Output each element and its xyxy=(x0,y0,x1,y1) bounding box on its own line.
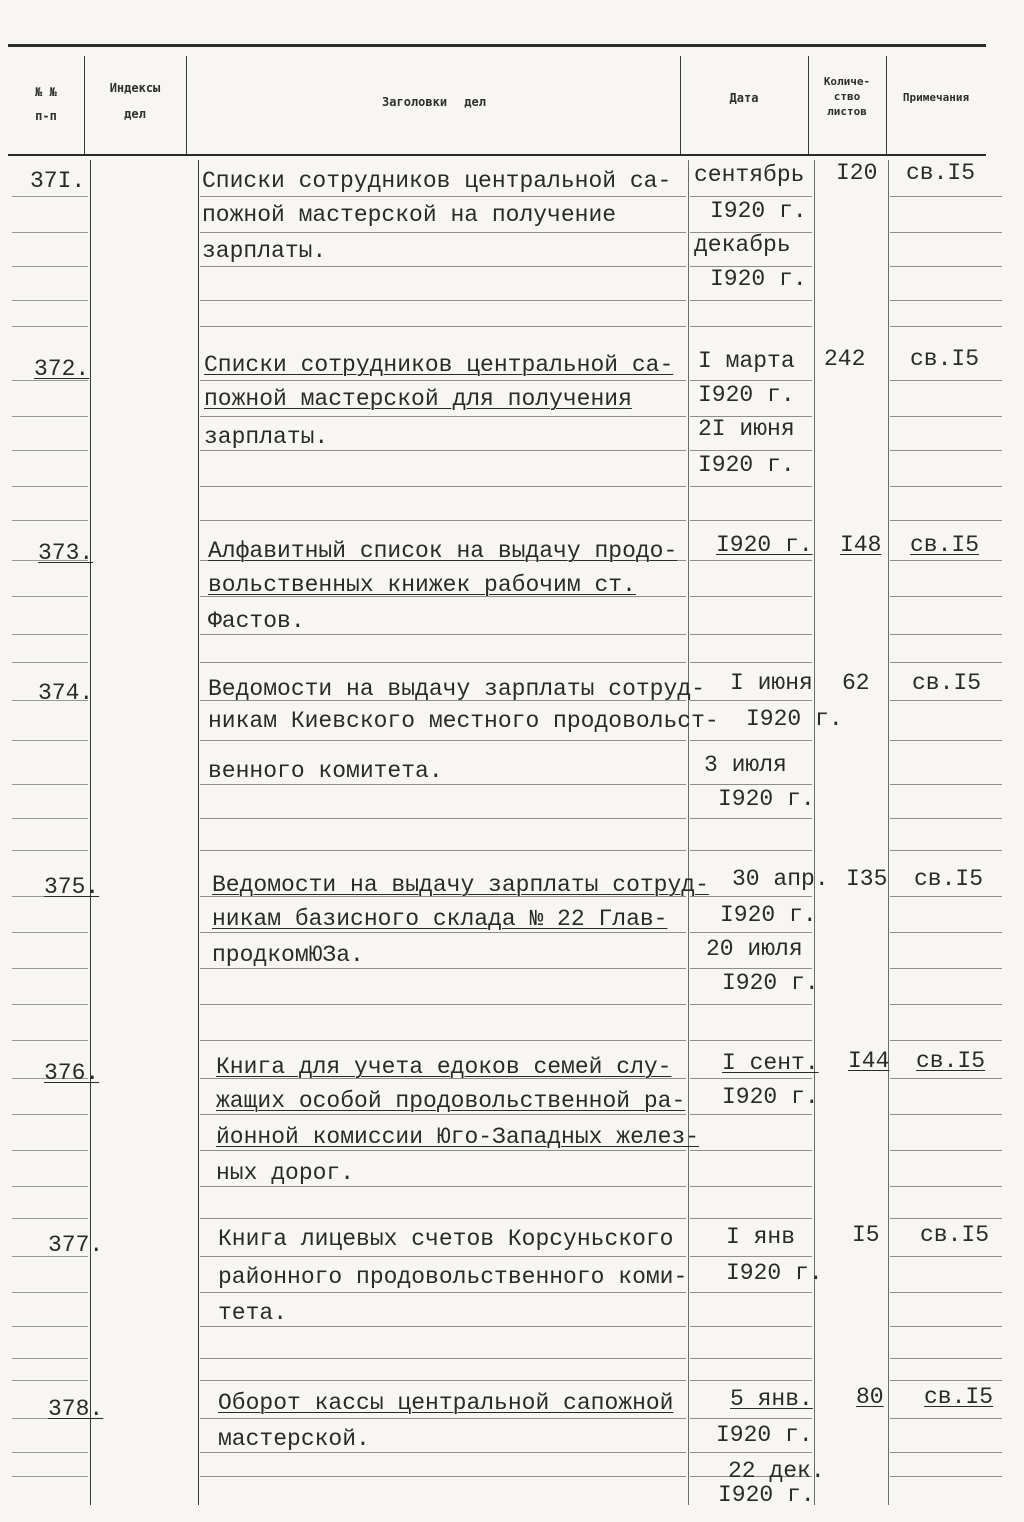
ruled-line xyxy=(890,634,1002,635)
ruled-line xyxy=(690,1186,812,1187)
ruled-line xyxy=(200,1326,686,1327)
ruled-line xyxy=(690,450,812,451)
ruled-line xyxy=(12,932,88,933)
ruled-line xyxy=(890,1004,1002,1005)
ruled-line xyxy=(12,450,88,451)
header-index-line: Индексы xyxy=(109,81,161,95)
header-num xyxy=(8,84,84,124)
record-title-line: никам Киевского местного продовольст- xyxy=(208,708,719,734)
ruled-line xyxy=(690,380,812,381)
ruled-line xyxy=(200,266,686,267)
record-title-line: Оборот кассы центральной сапожной xyxy=(218,1390,674,1416)
ruled-line xyxy=(890,1326,1002,1327)
ruled-line xyxy=(12,1150,88,1151)
record-title-line: йонной комиссии Юго-Западных желез- xyxy=(216,1124,700,1150)
ruled-line xyxy=(12,1186,88,1187)
record-date-line: I920 г. xyxy=(718,786,815,812)
record-sheets: I35 xyxy=(846,866,888,892)
ruled-line xyxy=(890,740,1002,741)
ruled-line xyxy=(690,968,812,969)
ruled-line xyxy=(200,850,686,851)
record-date-line: I920 г. xyxy=(698,382,795,408)
ruled-line xyxy=(690,596,812,597)
ruled-line xyxy=(690,1256,812,1257)
record-number: 37I. xyxy=(30,168,86,194)
ruled-line xyxy=(890,266,1002,267)
record-number: 375. xyxy=(44,874,100,900)
ruled-line xyxy=(690,1326,812,1327)
record-date-line: 3 июля xyxy=(704,752,787,778)
ruled-line xyxy=(690,1078,812,1079)
record-title-line: никам базисного склада № 22 Глав- xyxy=(212,906,668,932)
ruled-line xyxy=(890,1256,1002,1257)
ruled-line xyxy=(890,1380,1002,1381)
header-bottom-border xyxy=(8,154,986,156)
record-sheets: I5 xyxy=(852,1222,880,1248)
record-date-line: I920 г. xyxy=(722,970,819,996)
ruled-line xyxy=(690,300,812,301)
ruled-line xyxy=(12,1358,88,1359)
ruled-line xyxy=(12,1292,88,1293)
ruled-line xyxy=(12,300,88,301)
ruled-line xyxy=(690,932,812,933)
ruled-line xyxy=(200,1186,686,1187)
ruled-line xyxy=(200,380,686,381)
ruled-line xyxy=(200,1452,686,1453)
ruled-line xyxy=(200,818,686,819)
ruled-line xyxy=(890,196,1002,197)
ruled-line xyxy=(200,1218,686,1219)
header-num-line: № № xyxy=(35,85,57,99)
ruled-line xyxy=(690,1218,812,1219)
ruled-line xyxy=(890,662,1002,663)
record-sheets: 62 xyxy=(842,670,870,696)
record-number: 377. xyxy=(48,1232,104,1258)
ruled-line xyxy=(890,232,1002,233)
record-title-line: Списки сотрудников центральной са- xyxy=(204,352,674,378)
record-date-line: 20 июля xyxy=(706,936,803,962)
ruled-line xyxy=(690,196,812,197)
record-title-line: Алфавитный список на выдачу продо- xyxy=(208,538,678,564)
column-line-date xyxy=(688,160,689,1505)
record-note: св.I5 xyxy=(910,532,980,558)
ruled-line xyxy=(200,662,686,663)
record-title-line: районного продовольственного коми- xyxy=(218,1264,688,1290)
record-title-line: Ведомости на выдачу зарплаты сотруд- xyxy=(208,676,705,702)
record-title-line: мастерской. xyxy=(218,1426,370,1452)
record-title-line: ных дорог. xyxy=(216,1160,355,1186)
ruled-line xyxy=(12,968,88,969)
ruled-line xyxy=(690,1292,812,1293)
header-date: Дата xyxy=(729,91,759,105)
ruled-line xyxy=(200,1150,686,1151)
record-sheets: 242 xyxy=(824,346,866,372)
ruled-line xyxy=(890,1218,1002,1219)
column-line-title xyxy=(198,160,199,1505)
record-date-line: 5 янв. xyxy=(730,1386,813,1412)
record-number: 373. xyxy=(38,540,94,566)
ruled-line xyxy=(890,1114,1002,1115)
ruled-line xyxy=(690,850,812,851)
header-num-line: п-п xyxy=(35,109,57,123)
ruled-line xyxy=(12,740,88,741)
record-date-line: I920 г. xyxy=(718,1482,815,1508)
ruled-line xyxy=(200,416,686,417)
ruled-line xyxy=(12,1476,88,1477)
record-note: св.I5 xyxy=(914,866,984,892)
ruled-line xyxy=(200,1418,686,1419)
record-date-line: I920 г. xyxy=(720,902,817,928)
record-date-line: декабрь xyxy=(694,232,791,258)
ruled-line xyxy=(890,1418,1002,1419)
record-sheets: I20 xyxy=(836,160,878,186)
ruled-line xyxy=(890,1452,1002,1453)
ruled-line xyxy=(12,1040,88,1041)
record-title-line: зарплаты. xyxy=(204,424,329,450)
ruled-line xyxy=(690,740,812,741)
record-note: св.I5 xyxy=(924,1384,994,1410)
record-note: св.I5 xyxy=(906,160,976,186)
column-line-index xyxy=(90,160,91,1505)
ruled-line xyxy=(890,1150,1002,1151)
ruled-line xyxy=(690,1452,812,1453)
ruled-line xyxy=(12,196,88,197)
header-index xyxy=(86,80,184,122)
record-date-line: I920 г. xyxy=(710,266,807,292)
ruled-line xyxy=(690,662,812,663)
ruled-line xyxy=(12,486,88,487)
record-note: св.I5 xyxy=(916,1048,986,1074)
ruled-line xyxy=(12,266,88,267)
header-notes: Примечания xyxy=(902,91,970,104)
record-sheets: 80 xyxy=(856,1384,884,1410)
ruled-line xyxy=(200,520,686,521)
ruled-line xyxy=(690,520,812,521)
record-title-line: Списки сотрудников центральной са- xyxy=(202,168,672,194)
column-line-notes xyxy=(888,160,889,1505)
ruled-line xyxy=(12,818,88,819)
record-title-line: зарплаты. xyxy=(202,238,327,264)
record-date-line: I920 г. xyxy=(710,198,807,224)
ruled-line xyxy=(690,1004,812,1005)
ruled-line xyxy=(890,932,1002,933)
record-date-line: I сент. xyxy=(722,1050,819,1076)
ruled-line xyxy=(890,784,1002,785)
ruled-line xyxy=(890,700,1002,701)
top-border xyxy=(8,44,986,47)
ruled-line xyxy=(12,634,88,635)
record-title-line: пожной мастерской на получение xyxy=(202,202,617,228)
ruled-line xyxy=(690,634,812,635)
ruled-line xyxy=(690,486,812,487)
record-note: св.I5 xyxy=(912,670,982,696)
ruled-line xyxy=(690,700,812,701)
record-date-line: 22 дек. xyxy=(728,1458,825,1484)
ruled-line xyxy=(690,784,812,785)
record-date-line: сентябрь xyxy=(694,162,805,188)
header-sheets-line: листов xyxy=(827,105,867,118)
ruled-line xyxy=(12,784,88,785)
ruled-line xyxy=(12,1380,88,1381)
ruled-line xyxy=(690,1358,812,1359)
record-number: 376. xyxy=(44,1060,100,1086)
record-date-line: I920 г. xyxy=(716,532,813,558)
record-date-line: I920 г. xyxy=(726,1260,823,1286)
record-note: св.I5 xyxy=(920,1222,990,1248)
ruled-line xyxy=(12,1326,88,1327)
record-title-line: Ведомости на выдачу зарплаты сотруд- xyxy=(212,872,709,898)
record-date-line: I марта xyxy=(698,348,795,374)
ruled-line xyxy=(690,1114,812,1115)
record-number: 374. xyxy=(38,680,94,706)
ruled-line xyxy=(890,968,1002,969)
ruled-line xyxy=(890,818,1002,819)
ruled-line xyxy=(890,450,1002,451)
ruled-line xyxy=(200,300,686,301)
ruled-line xyxy=(690,326,812,327)
ruled-line xyxy=(890,596,1002,597)
ruled-line xyxy=(890,1292,1002,1293)
ruled-line xyxy=(890,326,1002,327)
ruled-line xyxy=(200,1380,686,1381)
ruled-line xyxy=(890,560,1002,561)
ruled-line xyxy=(200,1476,686,1477)
header-title: Заголовки дел xyxy=(382,95,486,109)
record-title-line: венного комитета. xyxy=(208,758,443,784)
ruled-line xyxy=(12,596,88,597)
record-date-line: 30 апр. xyxy=(732,866,829,892)
ruled-line xyxy=(200,326,686,327)
record-number: 372. xyxy=(34,356,90,382)
record-title-line: Книга для учета едоков семей слу- xyxy=(216,1054,672,1080)
ruled-line xyxy=(890,380,1002,381)
ruled-line xyxy=(890,486,1002,487)
header-divider xyxy=(680,56,681,154)
ruled-line xyxy=(690,560,812,561)
header-divider xyxy=(186,56,187,154)
ruled-line xyxy=(200,232,686,233)
ruled-line xyxy=(12,326,88,327)
record-date-line: I920 г. xyxy=(746,706,843,732)
record-title-line: Фастов. xyxy=(208,608,305,634)
ruled-line xyxy=(690,1380,812,1381)
ruled-line xyxy=(200,784,686,785)
ruled-line xyxy=(12,232,88,233)
column-line-sheets xyxy=(814,160,815,1505)
record-title-line: вольственных книжек рабочим ст. xyxy=(208,572,636,598)
record-date-line: I920 г. xyxy=(698,452,795,478)
ruled-line xyxy=(200,1040,686,1041)
ruled-line xyxy=(200,1004,686,1005)
ruled-line xyxy=(200,1256,686,1257)
ruled-line xyxy=(200,968,686,969)
ruled-line xyxy=(890,896,1002,897)
record-sheets: I48 xyxy=(840,532,882,558)
ruled-line xyxy=(12,850,88,851)
record-title-line: пожной мастерской для получения xyxy=(204,386,632,412)
ruled-line xyxy=(690,1418,812,1419)
record-date-line: I920 г. xyxy=(722,1084,819,1110)
ruled-line xyxy=(200,1292,686,1293)
record-title-line: тета. xyxy=(218,1300,288,1326)
ruled-line xyxy=(200,932,686,933)
ruled-line xyxy=(890,850,1002,851)
record-title-line: Книга лицевых счетов Корсуньского xyxy=(218,1226,674,1252)
ruled-line xyxy=(200,1358,686,1359)
ruled-line xyxy=(690,1040,812,1041)
ruled-line xyxy=(12,1218,88,1219)
ruled-line xyxy=(200,1114,686,1115)
ruled-line xyxy=(12,662,88,663)
record-number: 378. xyxy=(48,1396,104,1422)
header-sheets-line: Количе- xyxy=(823,75,871,88)
ruled-line xyxy=(200,196,686,197)
header-divider xyxy=(84,56,85,154)
ruled-line xyxy=(12,520,88,521)
ruled-line xyxy=(200,486,686,487)
record-date-line: I920 г. xyxy=(716,1422,813,1448)
record-title-line: продкомЮЗа. xyxy=(212,942,364,968)
ruled-line xyxy=(690,818,812,819)
ruled-line xyxy=(890,416,1002,417)
record-date-line: I янв xyxy=(726,1224,796,1250)
ruled-line xyxy=(12,416,88,417)
ruled-line xyxy=(890,1040,1002,1041)
record-date-line: I июня xyxy=(730,670,813,696)
record-note: св.I5 xyxy=(910,346,980,372)
record-date-line: 2I июня xyxy=(698,416,795,442)
record-title-line: жащих особой продовольственной ра- xyxy=(216,1088,686,1114)
ruled-line xyxy=(890,1078,1002,1079)
record-sheets: I44 xyxy=(848,1048,890,1074)
header-sheets-line: ство xyxy=(833,90,861,103)
ruled-line xyxy=(890,1476,1002,1477)
ruled-line xyxy=(890,1186,1002,1187)
ruled-line xyxy=(200,740,686,741)
ruled-line xyxy=(200,450,686,451)
ruled-line xyxy=(690,1150,812,1151)
header-sheets xyxy=(808,74,886,119)
ruled-line xyxy=(12,1114,88,1115)
ruled-line xyxy=(890,520,1002,521)
header-index-line: дел xyxy=(124,107,146,121)
ruled-line xyxy=(890,1358,1002,1359)
ruled-line xyxy=(12,1004,88,1005)
ruled-line xyxy=(12,1452,88,1453)
ruled-line xyxy=(200,634,686,635)
ruled-line xyxy=(890,300,1002,301)
